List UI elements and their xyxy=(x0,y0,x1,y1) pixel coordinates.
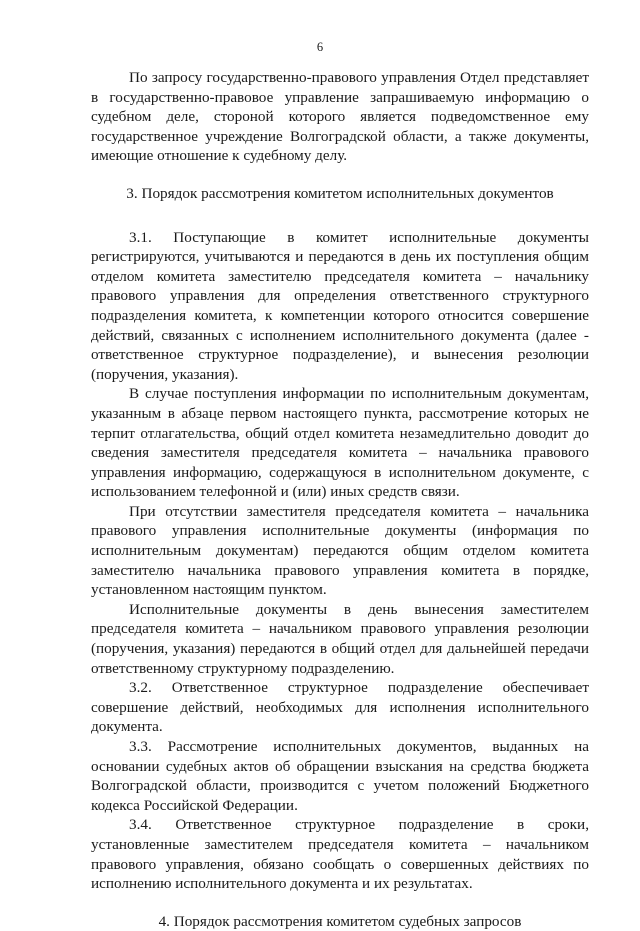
page-number: 6 xyxy=(316,40,324,54)
section-4-heading: 4. Порядок рассмотрения комитетом судебных запросов xyxy=(158,912,522,930)
paragraph-urgent-info: В случае поступления информации по исполнительным документам, указанным в абзаце первом настоящего пункта, рассмотрение которых не терпит отлагательства, общий отдел комитета незамедлительно доводит до сведения заместителя председателя комитета – начальника правового управления информацию, содержащуюся в исполнительном документе, с использованием телефонной и (или) иных средств связи. xyxy=(91,385,589,501)
section-3-heading: 3. Порядок рассмотрения комитетом исполнительных документов xyxy=(126,184,554,202)
paragraph-absence: При отсутствии заместителя председателя комитета – начальника правового управления исполнительные документы (информация по исполнительным документам) передаются общим отделом комитета заместителю начальника правового управления комитета в порядке, установленном настоящим пунктом. xyxy=(91,502,589,599)
paragraph-3-1: 3.1. Поступающие в комитет исполнительные документы регистрируются, учитываются и передаются в день их поступления общим отделом комитета заместителю председателя комитета – начальнику правового управления для определения ответственного структурного подразделения комитета, к компетенции которого относится совершение действий, связанных с исполнением исполнительного документа (далее - ответственное структурное подразделение), и вынесения резолюции (поручения, указания). xyxy=(91,228,589,383)
paragraph-3-4: 3.4. Ответственное структурное подразделение в сроки, установленные заместителем председателя комитета – начальником правового управления, обязано сообщать о совершенных действиях по исполнению исполнительного документа и их результатах. xyxy=(91,816,589,893)
paragraph-transfer: Исполнительные документы в день вынесения заместителем председателя комитета – начальником правового управления резолюции (поручения, указания) передаются в общий отдел для дальнейшей передачи ответственному структурному подразделению. xyxy=(91,600,589,677)
paragraph-3-2: 3.2. Ответственное структурное подразделение обеспечивает совершение действий, необходимых для исполнения исполнительного документа. xyxy=(91,679,589,736)
intro-paragraph: По запросу государственно-правового управления Отдел представляет в государственно-правовое управление запрашиваемую информацию о судебном деле, стороной которого является подведомственное ему государственное учреждение Волгоградской области, а также документы, имеющие отношение к судебному делу. xyxy=(91,69,589,165)
document-body xyxy=(91,68,589,931)
paragraph-3-3: 3.3. Рассмотрение исполнительных документов, выданных на основании судебных актов об обращении взыскания на средства бюджета Волгоградской области, производится с учетом положений Бюджетного кодекса Российской Федерации. xyxy=(91,738,589,814)
